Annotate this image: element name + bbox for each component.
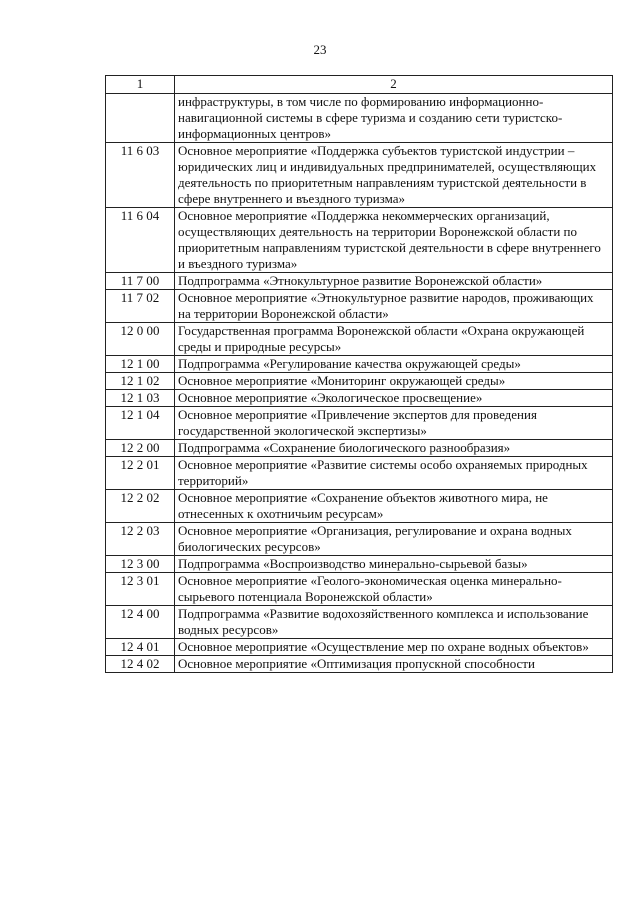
row-code bbox=[106, 94, 175, 143]
table-row bbox=[106, 356, 613, 373]
row-description: Подпрограмма «Этнокультурное развитие Воронежской области» bbox=[175, 273, 613, 290]
row-description: Подпрограмма «Развитие водохозяйственного комплекса и использование водных ресурсов» bbox=[175, 606, 613, 639]
row-code: 12 1 04 bbox=[106, 407, 175, 440]
row-description: Основное мероприятие «Геолого-экономическая оценка минерально-сырьевого потенциала Воронежской области» bbox=[175, 573, 613, 606]
table-row bbox=[106, 273, 613, 290]
table-row bbox=[106, 440, 613, 457]
row-description: Подпрограмма «Воспроизводство минерально-сырьевой базы» bbox=[175, 556, 613, 573]
row-description: Основное мероприятие «Сохранение объектов животного мира, не отнесенных к охотничьим ресурсам» bbox=[175, 490, 613, 523]
column-header-1: 1 bbox=[106, 76, 175, 94]
row-code: 12 2 01 bbox=[106, 457, 175, 490]
row-description: Основное мероприятие «Привлечение экспертов для проведения государственной экологической экспертизы» bbox=[175, 407, 613, 440]
row-code: 11 6 03 bbox=[106, 143, 175, 208]
table-row bbox=[106, 407, 613, 440]
table-row bbox=[106, 323, 613, 356]
table-row bbox=[106, 208, 613, 273]
row-description: Подпрограмма «Сохранение биологического разнообразия» bbox=[175, 440, 613, 457]
row-code: 11 7 02 bbox=[106, 290, 175, 323]
row-description: Основное мероприятие «Осуществление мер по охране водных объектов» bbox=[175, 639, 613, 656]
row-description: Подпрограмма «Регулирование качества окружающей среды» bbox=[175, 356, 613, 373]
table-row bbox=[106, 573, 613, 606]
table-row bbox=[106, 556, 613, 573]
row-code: 12 1 02 bbox=[106, 373, 175, 390]
row-code: 12 4 01 bbox=[106, 639, 175, 656]
row-code: 12 2 02 bbox=[106, 490, 175, 523]
table-row bbox=[106, 373, 613, 390]
row-code: 12 0 00 bbox=[106, 323, 175, 356]
row-description: Основное мероприятие «Оптимизация пропускной способности bbox=[175, 656, 613, 673]
row-code: 12 4 02 bbox=[106, 656, 175, 673]
row-description: инфраструктуры, в том числе по формированию информационно-навигационной системы в сфере туризма и созданию сети туристско-информационных центров» bbox=[175, 94, 613, 143]
row-description: Основное мероприятие «Организация, регулирование и охрана водных биологических ресурсов» bbox=[175, 523, 613, 556]
column-header-2: 2 bbox=[175, 76, 613, 94]
table-row bbox=[106, 490, 613, 523]
row-code: 11 6 04 bbox=[106, 208, 175, 273]
row-code: 12 3 01 bbox=[106, 573, 175, 606]
row-description: Основное мероприятие «Поддержка субъектов туристской индустрии – юридических лиц и индивидуальных предпринимателей, осуществляющих деятельность по приоритетным направлениям туристской деятельности в сфере внутреннего и въездного туризма» bbox=[175, 143, 613, 208]
row-code: 12 3 00 bbox=[106, 556, 175, 573]
row-description: Основное мероприятие «Развитие системы особо охраняемых природных территорий» bbox=[175, 457, 613, 490]
table-header-row bbox=[106, 76, 613, 94]
row-description: Основное мероприятие «Экологическое просвещение» bbox=[175, 390, 613, 407]
row-code: 12 2 03 bbox=[106, 523, 175, 556]
table-row bbox=[106, 606, 613, 639]
table-row bbox=[106, 523, 613, 556]
program-code-table bbox=[105, 75, 613, 673]
table-row bbox=[106, 143, 613, 208]
page-number: 23 bbox=[313, 42, 327, 57]
table-row bbox=[106, 94, 613, 143]
table-row bbox=[106, 390, 613, 407]
row-description: Основное мероприятие «Этнокультурное развитие народов, проживающих на территории Воронежской области» bbox=[175, 290, 613, 323]
row-description: Основное мероприятие «Поддержка некоммерческих организаций, осуществляющих деятельность на территории Воронежской области по приоритетным направлениям туристской деятельности в сфере внутреннего и въездного туризма» bbox=[175, 208, 613, 273]
table-row bbox=[106, 639, 613, 656]
row-code: 11 7 00 bbox=[106, 273, 175, 290]
row-code: 12 2 00 bbox=[106, 440, 175, 457]
row-code: 12 1 03 bbox=[106, 390, 175, 407]
row-description: Государственная программа Воронежской области «Охрана окружающей среды и природные ресурсы» bbox=[175, 323, 613, 356]
table-row bbox=[106, 457, 613, 490]
table-row bbox=[106, 656, 613, 673]
table-row bbox=[106, 290, 613, 323]
row-code: 12 1 00 bbox=[106, 356, 175, 373]
row-description: Основное мероприятие «Мониторинг окружающей среды» bbox=[175, 373, 613, 390]
row-code: 12 4 00 bbox=[106, 606, 175, 639]
